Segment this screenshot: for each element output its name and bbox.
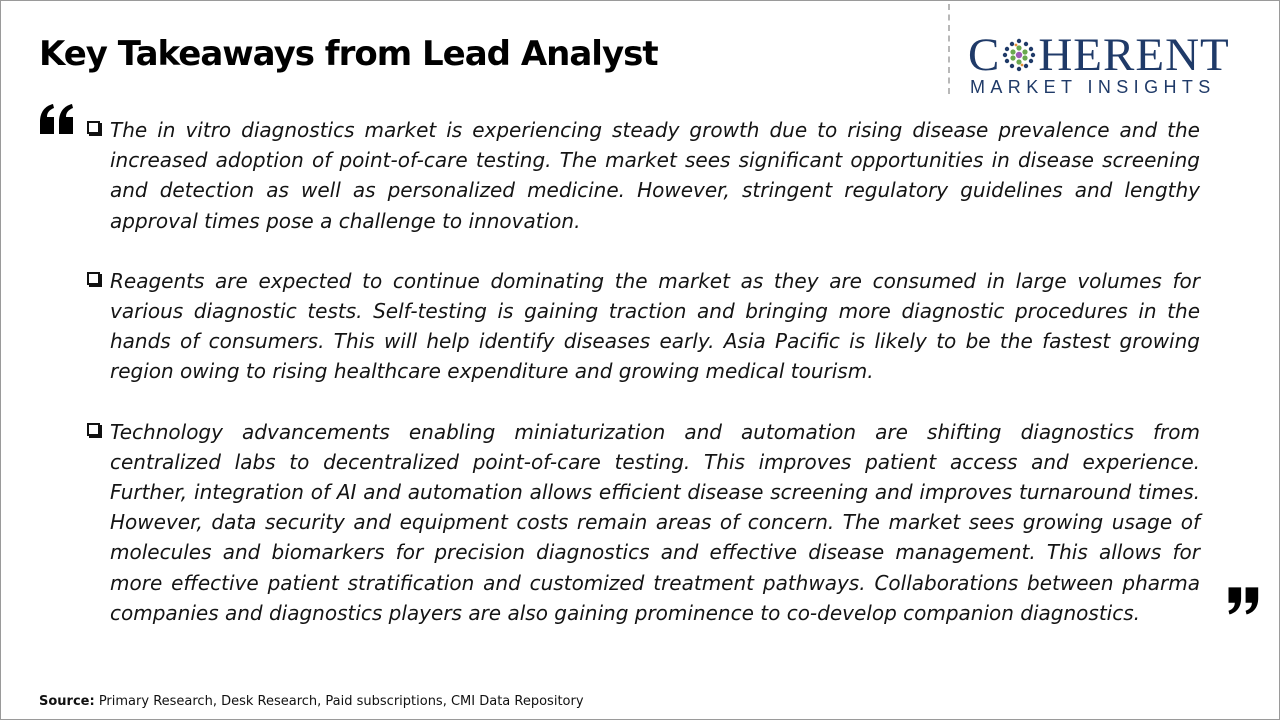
dotted-globe-icon (1001, 37, 1037, 73)
source-label: Source: (39, 694, 95, 709)
takeaway-item (86, 115, 1200, 236)
takeaway-text: Reagents are expected to continue dominating the market as they are consumed in large volumes for various diagnostic tests. Self-testing is gaining traction and bringing more diagnostic procedures in the hands of consumers. This will help identify diseases early. Asia Pacific is likely to be the fastest growing region owing to rising healthcare expenditure and growing medical tourism. (110, 268, 1200, 384)
takeaway-text: The in vitro diagnostics market is experiencing steady growth due to rising disease prevalence and the increased adoption of point-of-care testing. The market sees significant opportunities in disease screening and detection as well as personalized medicine. However, stringent regulatory guidelines and lengthy approval times pose a challenge to innovation. (110, 118, 1200, 233)
logo-divider (948, 4, 950, 94)
logo-name-left: C (968, 29, 1001, 81)
page-title: Key Takeaways from Lead Analyst (39, 34, 658, 74)
takeaway-item (86, 266, 1200, 387)
checkbox-bullet-icon (87, 272, 100, 285)
company-logo (968, 30, 1260, 100)
close-quote-icon (1224, 582, 1260, 618)
source-text: Primary Research, Desk Research, Paid subscriptions, CMI Data Repository (94, 694, 584, 709)
open-quote-icon (38, 100, 78, 140)
source-note (39, 694, 584, 709)
logo-name-right: HERENT (1038, 29, 1230, 81)
checkbox-bullet-icon (87, 423, 100, 436)
logo-tagline: MARKET INSIGHTS (970, 77, 1216, 97)
takeaways-list (86, 115, 1200, 658)
takeaway-text: Technology advancements enabling miniaturization and automation are shifting diagnostics from centralized labs to decentralized point-of-care testing. This improves patient access and experience. Further, integration of AI and automation allows efficient disease screening and improves turnaround times. However, data security and equipment costs remain areas of concern. The market sees growing usage of molecules and biomarkers for precision diagnostics and effective disease management. This allows for more effective patient stratification and customized treatment pathways. Collaborations between pharma companies and diagnostics players are also gaining prominence to co-develop companion diagnostics. (110, 419, 1200, 625)
takeaway-item (86, 417, 1200, 628)
logo-wordmark (968, 30, 1230, 80)
checkbox-bullet-icon (87, 121, 100, 134)
